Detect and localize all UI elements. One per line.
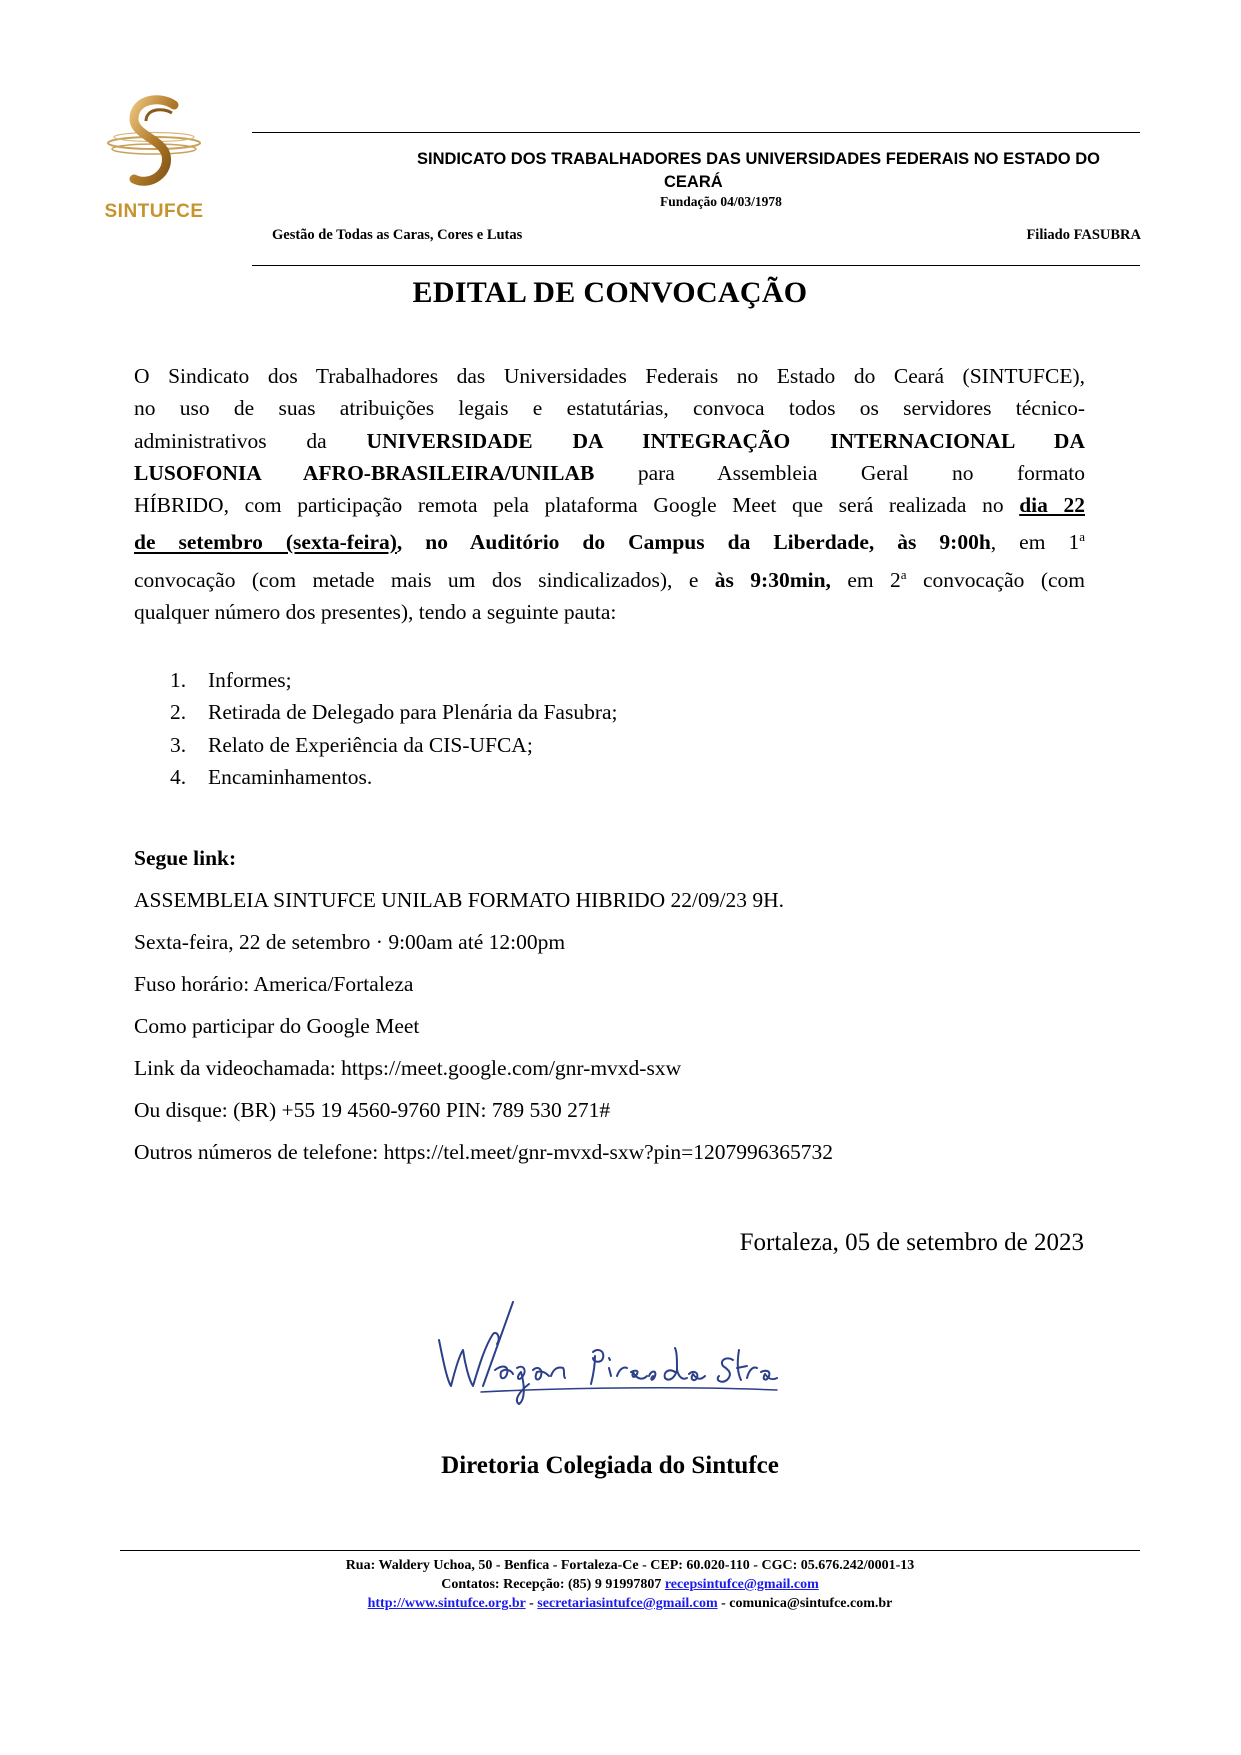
signatory-board: Diretoria Colegiada do Sintufce	[441, 1452, 779, 1479]
paragraph-line: HÍBRIDO, com participação remota pela plataforma Google Meet que será realizada no dia 22	[134, 493, 1085, 518]
paragraph-line: convocação (com metade mais um dos sindicalizados), e às 9:30min, em 2$^a$ convocação (com	[134, 566, 1085, 593]
convocation-paragraph	[134, 360, 1085, 629]
event-title: ASSEMBLEIA SINTUFCE UNILAB FORMATO HIBRIDO 22/09/23 9H.	[134, 888, 785, 912]
how-to-join: Como participar do Google Meet	[134, 1014, 420, 1038]
meeting-link-section	[134, 837, 833, 1173]
header-top-rule	[252, 132, 1140, 133]
agenda-list	[170, 664, 618, 793]
affiliation: Filiado FASUBRA	[1026, 227, 1141, 243]
video-call-link[interactable]: Link da videochamada: https://meet.google.com/gnr-mvxd-sxw	[134, 1056, 682, 1080]
paragraph-line: qualquer número dos presentes), tendo a seguinte pauta:	[134, 600, 617, 625]
list-item: 3. Relato de Experiência da CIS-UFCA;	[170, 732, 533, 757]
link-heading: Segue link:	[134, 846, 237, 870]
footer-rule	[120, 1550, 1140, 1551]
place-and-date: Fortaleza, 05 de setembro de 2023	[739, 1229, 1084, 1256]
header-bottom-rule	[252, 265, 1140, 266]
footer-address: Rua: Waldery Uchoa, 50 - Benfica - Fortaleza-Ce - CEP: 60.020-110 - CGC: 05.676.242/0001-13	[345, 1558, 915, 1573]
paragraph-line: administrativos da UNIVERSIDADE DA INTEGRAÇÃO INTERNACIONAL DA	[134, 428, 1085, 453]
website-link[interactable]: http://www.sintufce.org.br	[367, 1596, 526, 1611]
org-name-line1: SINDICATO DOS TRABALHADORES DAS UNIVERSIDADES FEDERAIS NO ESTADO DO	[417, 150, 1100, 168]
organization-name	[417, 148, 1137, 194]
management-slogan: Gestão de Todas as Caras, Cores e Lutas	[272, 227, 523, 243]
paragraph-line: LUSOFONIA AFRO-BRASILEIRA/UNILAB para Assembleia Geral no formato	[134, 460, 1085, 485]
paragraph-line: de setembro (sexta-feira), no Auditório do Campus da Liberdade, às 9:00h, em 1$^a$	[134, 529, 1085, 555]
document-title: EDITAL DE CONVOCAÇÃO	[412, 276, 808, 309]
reception-email-link[interactable]: recepsintufce@gmail.com	[664, 1577, 819, 1592]
logo-wordmark: SINTUFCE	[104, 201, 204, 222]
footer-contacts: Contatos: Recepção: (85) 9 91997807 recepsintufce@gmail.com	[441, 1577, 819, 1592]
event-time: Sexta-feira, 22 de setembro · 9:00am até 12:00pm	[134, 930, 566, 954]
handwritten-signature-icon	[437, 1300, 797, 1410]
dial-in-number: Ou disque: (BR) +55 19 4560-9760 PIN: 789 530 271#	[134, 1098, 611, 1122]
foundation-date: Fundação 04/03/1978	[660, 194, 782, 209]
paragraph-line: O Sindicato dos Trabalhadores das Universidades Federais no Estado do Ceará (SINTUFCE),	[134, 364, 1085, 388]
paragraph-line: no uso de suas atribuições legais e estatutárias, convoca todos os servidores técnico-	[134, 396, 1085, 421]
event-timezone: Fuso horário: America/Fortaleza	[134, 972, 414, 996]
list-item: 2. Retirada de Delegado para Plenária da Fasubra;	[170, 700, 618, 725]
other-phone-numbers[interactable]: Outros números de telefone: https://tel.meet/gnr-mvxd-sxw?pin=1207996365732	[134, 1140, 833, 1164]
footer-links: http://www.sintufce.org.br - secretariasintufce@gmail.com - comunica@sintufce.com.br	[367, 1596, 893, 1611]
list-item: 4. Encaminhamentos.	[170, 764, 373, 789]
secretaria-email-link[interactable]: secretariasintufce@gmail.com	[537, 1596, 718, 1611]
sintufce-logo-icon	[100, 95, 208, 200]
org-name-line2: CEARÁ	[664, 173, 723, 191]
footer	[120, 1556, 1140, 1613]
list-item: 1. Informes;	[170, 668, 292, 692]
